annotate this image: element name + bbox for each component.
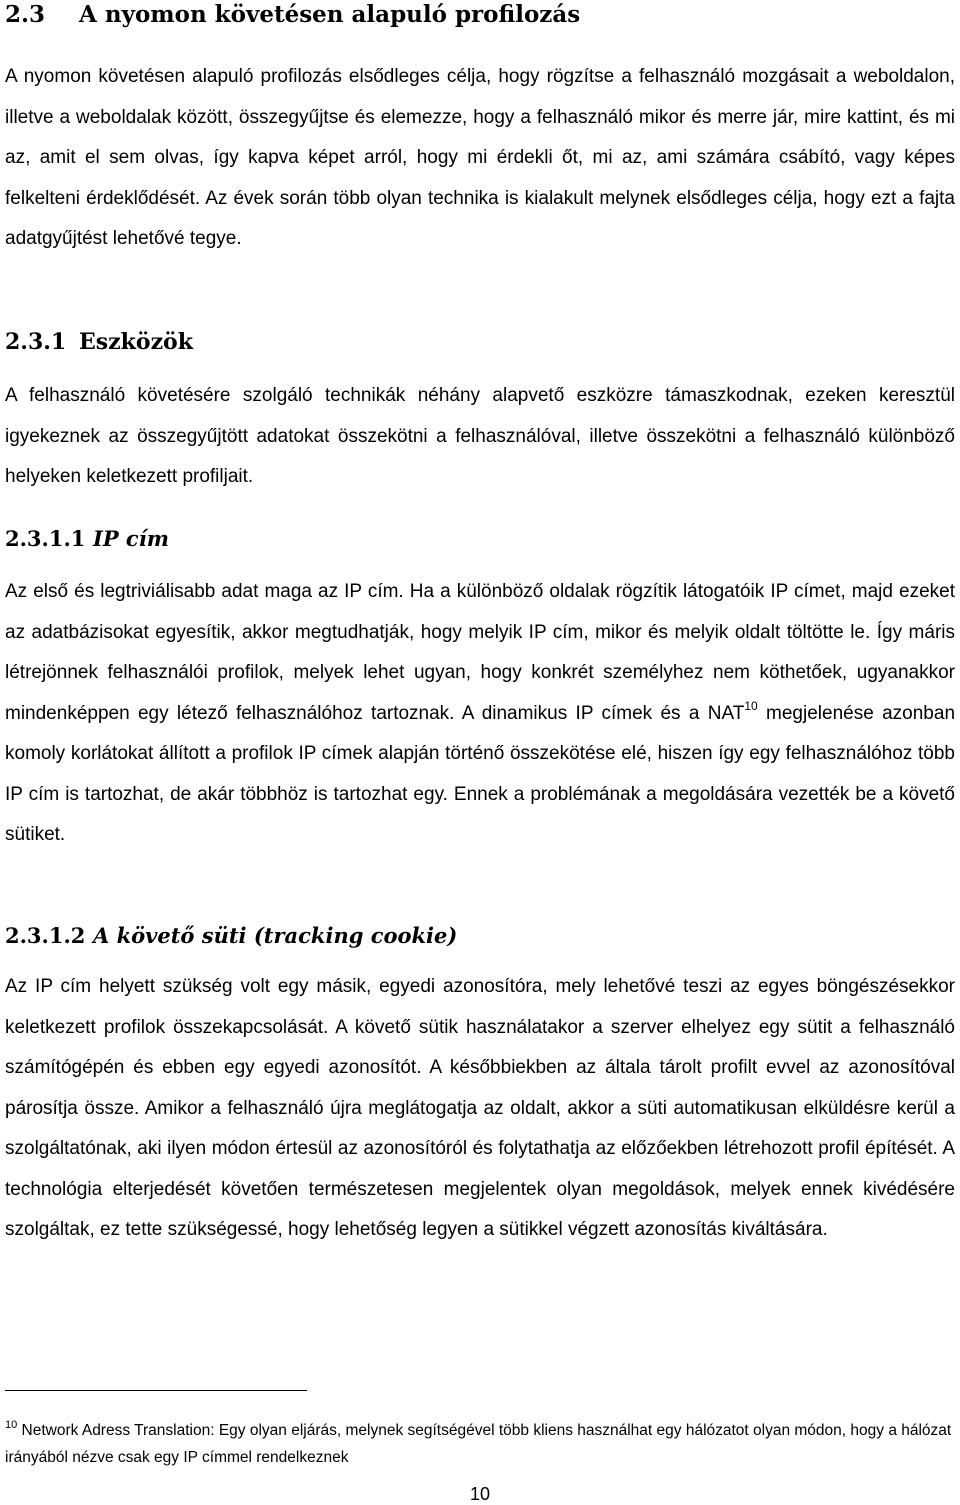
footnote-reference[interactable]: 10 xyxy=(744,698,758,713)
ip-heading xyxy=(5,524,169,554)
subsection-number: 2.3.1 xyxy=(5,329,67,355)
ip-paragraph xyxy=(5,572,955,856)
ip-number: 2.3.1.1 xyxy=(5,526,86,551)
tools-paragraph: A felhasználó követésére szolgáló technikák néhány alapvető eszközre támaszkodnak, ezeken keresztül igyekeznek az összegyűjtött adatokat összekötni a felhasználóval, illetve összekötni a felhasználó különböző helyeken keletkezett profiljait. xyxy=(5,385,955,487)
intro-paragraph: A nyomon követésen alapuló profilozás elsődleges célja, hogy rögzítse a felhasználó mozgásait a weboldalon, illetve a weboldalak között, összegyűjtse és elemezze, hogy a felhasználó mikor és merre jár, mire kattint, és mi az, amit el sem olvas, így kapva képet arról, hogy mi érdekli őt, mi az, ami számára csábító, vagy képes felkelteni érdeklődését. Az évek során több olyan technika is kialakult melynek elsődleges célja, hogy ezt a fajta adatgyűjtést lehetővé tegye. xyxy=(5,66,955,249)
footnote xyxy=(5,1417,955,1471)
page-number: 10 xyxy=(469,1484,491,1504)
ip-title: IP cím xyxy=(93,526,169,551)
cookie-heading xyxy=(5,921,457,951)
section-title: A nyomon követésen alapuló profilozás xyxy=(79,1,581,28)
ip-text-after: megjelenése azonban komoly korlátokat állított a profilok IP címek alapján történő összekötése elé, hiszen így egy felhasználóhoz több IP cím is tartozhat, de akár többhöz is tartozhat egy. Ennek a problémának a megoldására vezették be a követő sütiket. xyxy=(5,702,956,845)
footnote-text: Network Adress Translation: Egy olyan eljárás, melynek segítségével több kliens használhat egy hálózatot olyan módon, hogy a hálózat irányából nézve csak egy IP címmel rendelkeznek xyxy=(5,1422,952,1466)
cookie-paragraph: Az IP cím helyett szükség volt egy másik, egyedi azonosítóra, mely lehetővé teszi az egyes böngészésekkor keletkezett profilok összekapcsolását. A követő sütik használatakor a szerver elhelyez egy sütit a felhasználó számítógépén és ebben egy egyedi azonosítót. A későbbiekben az általa tárolt profilt evvel az azonosítóval párosítja össze. Amikor a felhasználó újra meglátogatja az oldalt, akkor a süti automatikusan elküldésre kerül a szolgáltatónak, aki ilyen módon értesül az azonosítóról és folytathatja az előzőekben létrehozott profil építését. A technológia elterjedését követően természetesen megjelentek olyan megoldások, melyek ennek kivédésére szolgáltak, ez tette szükségessé, hogy lehetőség legyen a sütikkel végzett azonosítás kiváltására. xyxy=(5,976,955,1240)
cookie-title: A követő süti (tracking cookie) xyxy=(93,923,458,948)
footnote-separator xyxy=(5,1390,307,1391)
subsection-title: Eszközök xyxy=(79,329,193,355)
section-heading xyxy=(5,0,580,30)
section-number: 2.3 xyxy=(5,1,46,28)
ip-text-before: Az első és legtriviálisabb adat maga az IP cím. Ha a különböző oldalak rögzítik látogatóik IP címet, majd ezeket az adatbázisokat egyesítik, akkor megtudhatják, hogy melyik IP cím, mikor és melyik oldalt töltötte le. Így máris létrejönnek felhasználói profilok, melyek lehet ugyan, hogy konkrét személyhez nem köthetőek, ugyanakkor mindenképpen egy létező felhasználóhoz tartoznak. A dinamikus IP címek és a NAT xyxy=(5,581,955,724)
cookie-number: 2.3.1.2 xyxy=(5,923,86,948)
subsection-heading xyxy=(5,327,193,357)
footnote-mark: 10 xyxy=(5,1419,18,1431)
